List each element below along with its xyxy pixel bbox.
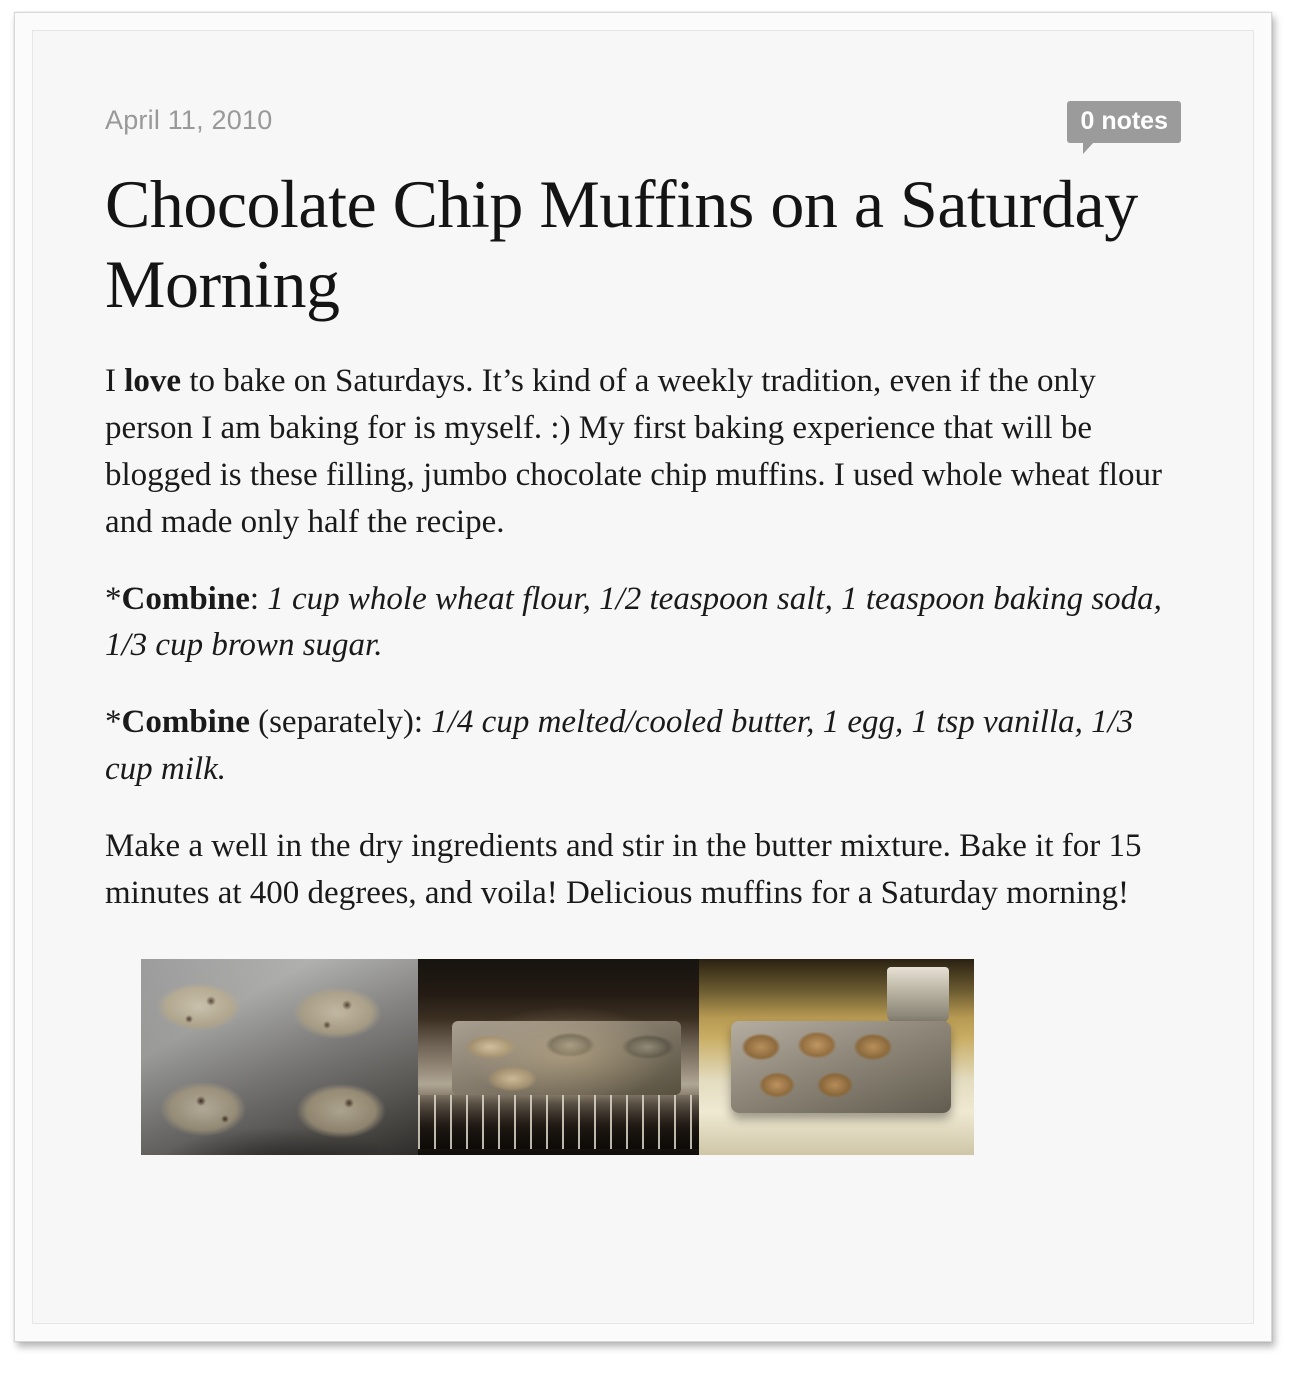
combine-label-dry: Combine xyxy=(121,580,250,617)
notes-badge-tail-icon xyxy=(1083,142,1094,154)
post-date: April 11, 2010 xyxy=(105,105,273,135)
notes-badge-wrapper[interactable] xyxy=(1067,101,1181,143)
photo-muffin-batter-in-pan[interactable] xyxy=(141,959,418,1155)
paragraph-combine-wet xyxy=(105,699,1181,793)
photo2-layer-glow xyxy=(418,959,699,1155)
asterisk-wet: * xyxy=(105,704,122,741)
paragraph-instructions: Make a well in the dry ingredients and stir in the butter mixture. Bake it for 15 minutes at 400 degrees, and voila! Delicious muffins for a Saturday morning! xyxy=(105,827,1142,911)
post-body xyxy=(105,358,1181,917)
photo-muffins-baking-in-oven[interactable] xyxy=(418,959,699,1155)
post-meta-row xyxy=(105,103,1181,151)
photo-baked-muffins-on-counter[interactable] xyxy=(699,959,974,1155)
paragraph-intro xyxy=(105,358,1181,545)
asterisk-dry: * xyxy=(105,580,122,617)
photo-strip xyxy=(141,959,974,1155)
combine-label-wet: Combine xyxy=(121,704,250,741)
photo3-layer-muffins xyxy=(699,959,974,1155)
wet-ingredients: 1/4 cup melted/cooled butter, 1 egg, 1 tsp vanilla, 1/3 cup milk. xyxy=(105,704,1134,788)
page-title: Chocolate Chip Muffins on a Saturday Morning xyxy=(105,166,1138,322)
post-card xyxy=(14,12,1272,1342)
intro-text-a: I xyxy=(105,363,125,400)
paragraph-combine-dry xyxy=(105,576,1181,670)
colon-dry: : xyxy=(249,580,268,617)
notes-badge[interactable]: 0 notes xyxy=(1067,101,1181,143)
intro-text-c: to bake on Saturdays. It’s kind of a weekly tradition, even if the only person I am baking for is myself. :) My first baking experience that will be blogged is these filling, jumbo chocolate chip muffins. I used whole wheat flour and made only half the recipe. xyxy=(105,363,1162,540)
post-content xyxy=(33,31,1253,1155)
separately-note: (separately): xyxy=(249,704,432,741)
intro-emphasis: love xyxy=(124,363,182,400)
photo1-layer-shadow xyxy=(141,959,418,1155)
post-inner-panel xyxy=(32,30,1254,1324)
dry-ingredients: 1 cup whole wheat flour, 1/2 teaspoon salt, 1 teaspoon baking soda, 1/3 cup brown sugar. xyxy=(105,580,1162,664)
